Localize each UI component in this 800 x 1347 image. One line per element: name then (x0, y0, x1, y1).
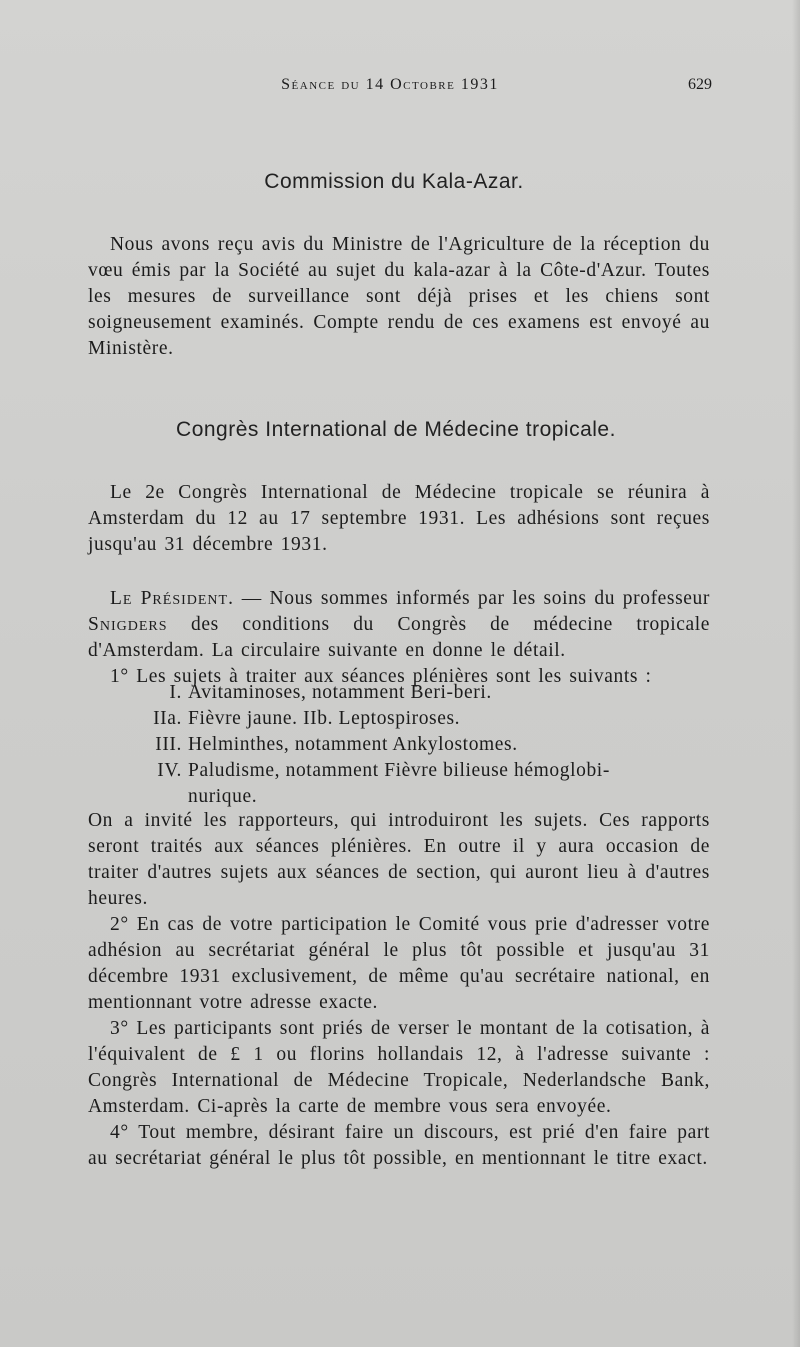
president-paragraph (88, 586, 710, 664)
topic-number: III. (155, 734, 182, 755)
topic-number: I. (169, 682, 182, 703)
topic-item (118, 784, 710, 810)
topic-item (118, 758, 710, 784)
paragraph-rapporteurs: On a invité les rapporteurs, qui introduiront les sujets. Ces rapports seront traités aux séances plénières. En outre il y aura occasion de traiter d'autres sujets aux séances de section, qui auront lieu à d'autres heures. (88, 810, 710, 909)
paragraph-kala-azar (88, 232, 710, 362)
paragraph-point-4: 4° Tout membre, désirant faire un discours, est prié d'en faire part au secrétariat général le plus tôt possible, en mentionnant le titre exact. (88, 1122, 710, 1169)
president-block (88, 586, 710, 690)
topic-item (118, 680, 710, 706)
congres-details (88, 808, 710, 1172)
paragraph-congres-intro-text: Le 2e Congrès International de Médecine tropicale se réunira à Amsterdam du 12 au 17 septembre 1931. Les adhésions sont reçues jusqu'au 31 décembre 1931. (88, 482, 710, 555)
section-heading-congres: Congrès International de Médecine tropicale. (176, 418, 616, 441)
topic-text: Helminthes, notamment Ankylostomes. (188, 734, 518, 755)
topic-number: IV. (157, 760, 182, 781)
topic-text: nurique. (188, 786, 258, 807)
president-text-2: des conditions du Congrès de médecine tropicale d'Amsterdam. La circulaire suivante en donne le détail. (88, 614, 710, 661)
topic-item (118, 732, 710, 758)
topic-text: Fièvre jaune. IIb. Leptospiroses. (188, 708, 461, 729)
page-number: 629 (688, 76, 712, 93)
topic-text: Paludisme, notamment Fièvre bilieuse hémoglobi- (188, 760, 610, 781)
paragraph-kala-azar-text: Nous avons reçu avis du Ministre de l'Agriculture de la réception du vœu émis par la Société au sujet du kala-azar à la Côte-d'Azur. Toutes les mesures de surveillance sont déjà prises et les chiens sont soigneusement examinés. Compte rendu de ces examens est envoyé au Ministère. (88, 234, 710, 359)
paragraph-congres-intro (88, 480, 710, 558)
point-1-intro: 1° Les sujets à traiter aux séances plénières sont les suivants : (110, 666, 652, 687)
topic-item (118, 706, 710, 732)
paragraph-point-2: 2° En cas de votre participation le Comité vous prie d'adresser votre adhésion au secrétariat général le plus tôt possible et jusqu'au 31 décembre 1931 exclusivement, de même qu'au secrétaire national, en mentionnant votre adresse exacte. (88, 914, 710, 1013)
page-edge-shadow (792, 0, 800, 1347)
person-name: Snigders (88, 614, 168, 635)
topic-number: IIa. (153, 708, 182, 729)
running-head-title: Séance du 14 Octobre 1931 (281, 76, 499, 93)
running-head (0, 76, 800, 100)
president-label: Le Président. (110, 588, 234, 609)
section-heading-kala-azar: Commission du Kala-Azar. (264, 170, 524, 193)
topic-text: Avitaminoses, notamment Beri-beri. (188, 682, 492, 703)
president-text-1: — Nous sommes informés par les soins du professeur (233, 588, 710, 609)
paragraph-point-3: 3° Les participants sont priés de verser le montant de la cotisation, à l'équivalent de £ 1 ou florins hollandais 12, à l'adresse suivante : Congrès International de Médecine Tropicale, Nederlandsche Bank, Amsterdam. Ci-après la carte de membre vous sera envoyée. (88, 1018, 710, 1117)
